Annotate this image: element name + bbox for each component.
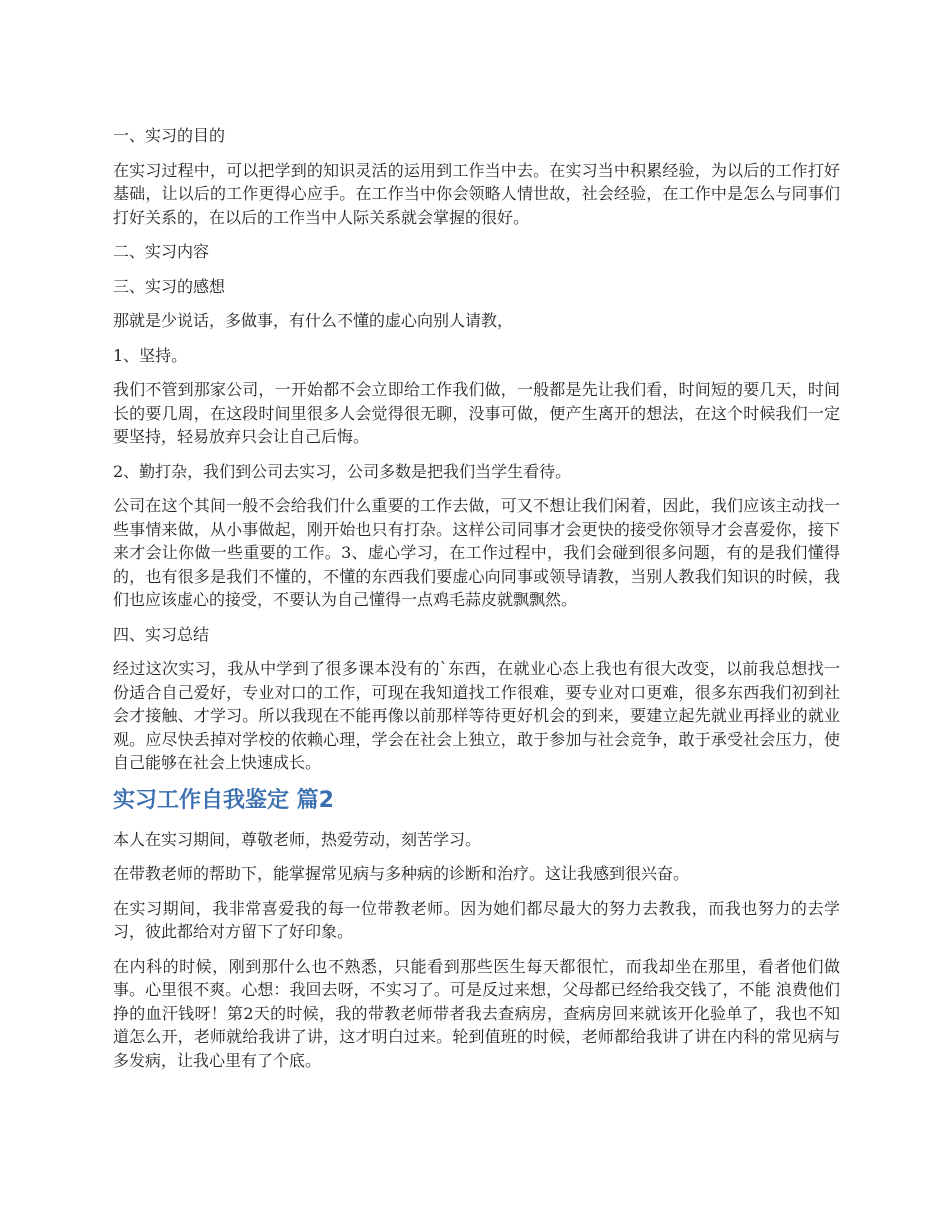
paragraph-internal-medicine: 在内科的时候，刚到那什么也不熟悉，只能看到那些医生每天都很忙，而我却坐在那里，看者他们做事。心里很不爽。心想：我回去呀，不实习了。可是反过来想，父母都已经给我交钱了，不能 浪费他们挣的血汗钱呀！第2天的时候，我的带教老师带者我去查病房，查病房回来就该开化验单了，我也不知道怎么开，老师就给我讲了讲，这才明白过来。轮到值班的时候，老师都给我讲了讲在内科的常见病与多发病，让我心里有了个底。 (113, 956, 840, 1070)
paragraph-summary: 经过这次实习，我从中学到了很多课本没有的`东西，在就业心态上我也有很大改变，以前我总想找一份适合自己爱好，专业对口的工作，可现在我知道找工作很难，要专业对口更难，很多东西我们初到社会才接触、才学习。所以我现在不能再像以前那样等待更好机会的到来，要建立起先就业再择业的就业观。应尽快丢掉对学校的依赖心理，学会在社会上独立，敢于参加与社会竞争，敢于承受社会压力，使自己能够在社会上快速成长。 (113, 659, 840, 772)
paragraph-purpose: 在实习过程中，可以把学到的知识灵活的运用到工作当中去。在实习当中积累经验，为以后的工作打好基础，让以后的工作更得心应手。在工作当中你会领略人情世故，社会经验，在工作中是怎么与同事们打好关系的，在以后的工作当中人际关系就会掌握的很好。 (113, 160, 840, 227)
heading-summary: 四、实习总结 (113, 624, 210, 644)
paragraph-attitude: 本人在实习期间，尊敬老师，热爱劳动，刻苦学习。 (113, 829, 482, 849)
heading-content: 二、实习内容 (113, 242, 210, 261)
paragraph-mentor-love: 在实习期间，我非常喜爱我的每一位带教老师。因为她们都尽最大的努力去教我，而我也努力的去学习，彼此都给对方留下了好印象。 (113, 898, 840, 941)
paragraph-feelings-intro: 那就是少说话，多做事，有什么不懂的虚心向别人请教， (113, 311, 514, 330)
section-heading: 实习工作自我鉴定 篇2 (113, 787, 334, 813)
paragraph-odd-jobs: 公司在这个其间一般不会给我们什么重要的工作去做，可又不想让我们闲着，因此，我们应该主动找一些事情来做，从小事做起，刚开始也只有打杂。这样公司同事才会更快的接受你领导才会喜爱你，接下来才会让你做一些重要的工作。3、虚心学习，在工作过程中，我们会碰到很多问题，有的是我们懂得的，也有很多是我们不懂的，不懂的东西我们要虚心向同事或领导请教，当别人教我们知识的时候，我们也应该虚心的接受，不要认为自己懂得一点鸡毛蒜皮就飘飘然。 (113, 496, 840, 609)
point-odd-jobs: 2、勤打杂，我们到公司去实习，公司多数是把我们当学生看待。 (113, 461, 572, 481)
point-persist: 1、坚持。 (113, 345, 188, 365)
paragraph-mentor-help: 在带教老师的帮助下，能掌握常见病与多种病的诊断和治疗。这让我感到很兴奋。 (113, 864, 690, 883)
paragraph-persist: 我们不管到那家公司，一开始都不会立即给工作我们做，一般都是先让我们看，时间短的要几天，时间长的要几周，在这段时间里很多人会觉得很无聊，没事可做，便产生离开的想法，在这个时候我们一定要坚持，轻易放弃只会让自己后悔。 (113, 380, 840, 446)
heading-feelings: 三、实习的感想 (113, 276, 226, 296)
heading-purpose: 一、实习的目的 (113, 126, 226, 145)
document-page (113, 124, 840, 1083)
